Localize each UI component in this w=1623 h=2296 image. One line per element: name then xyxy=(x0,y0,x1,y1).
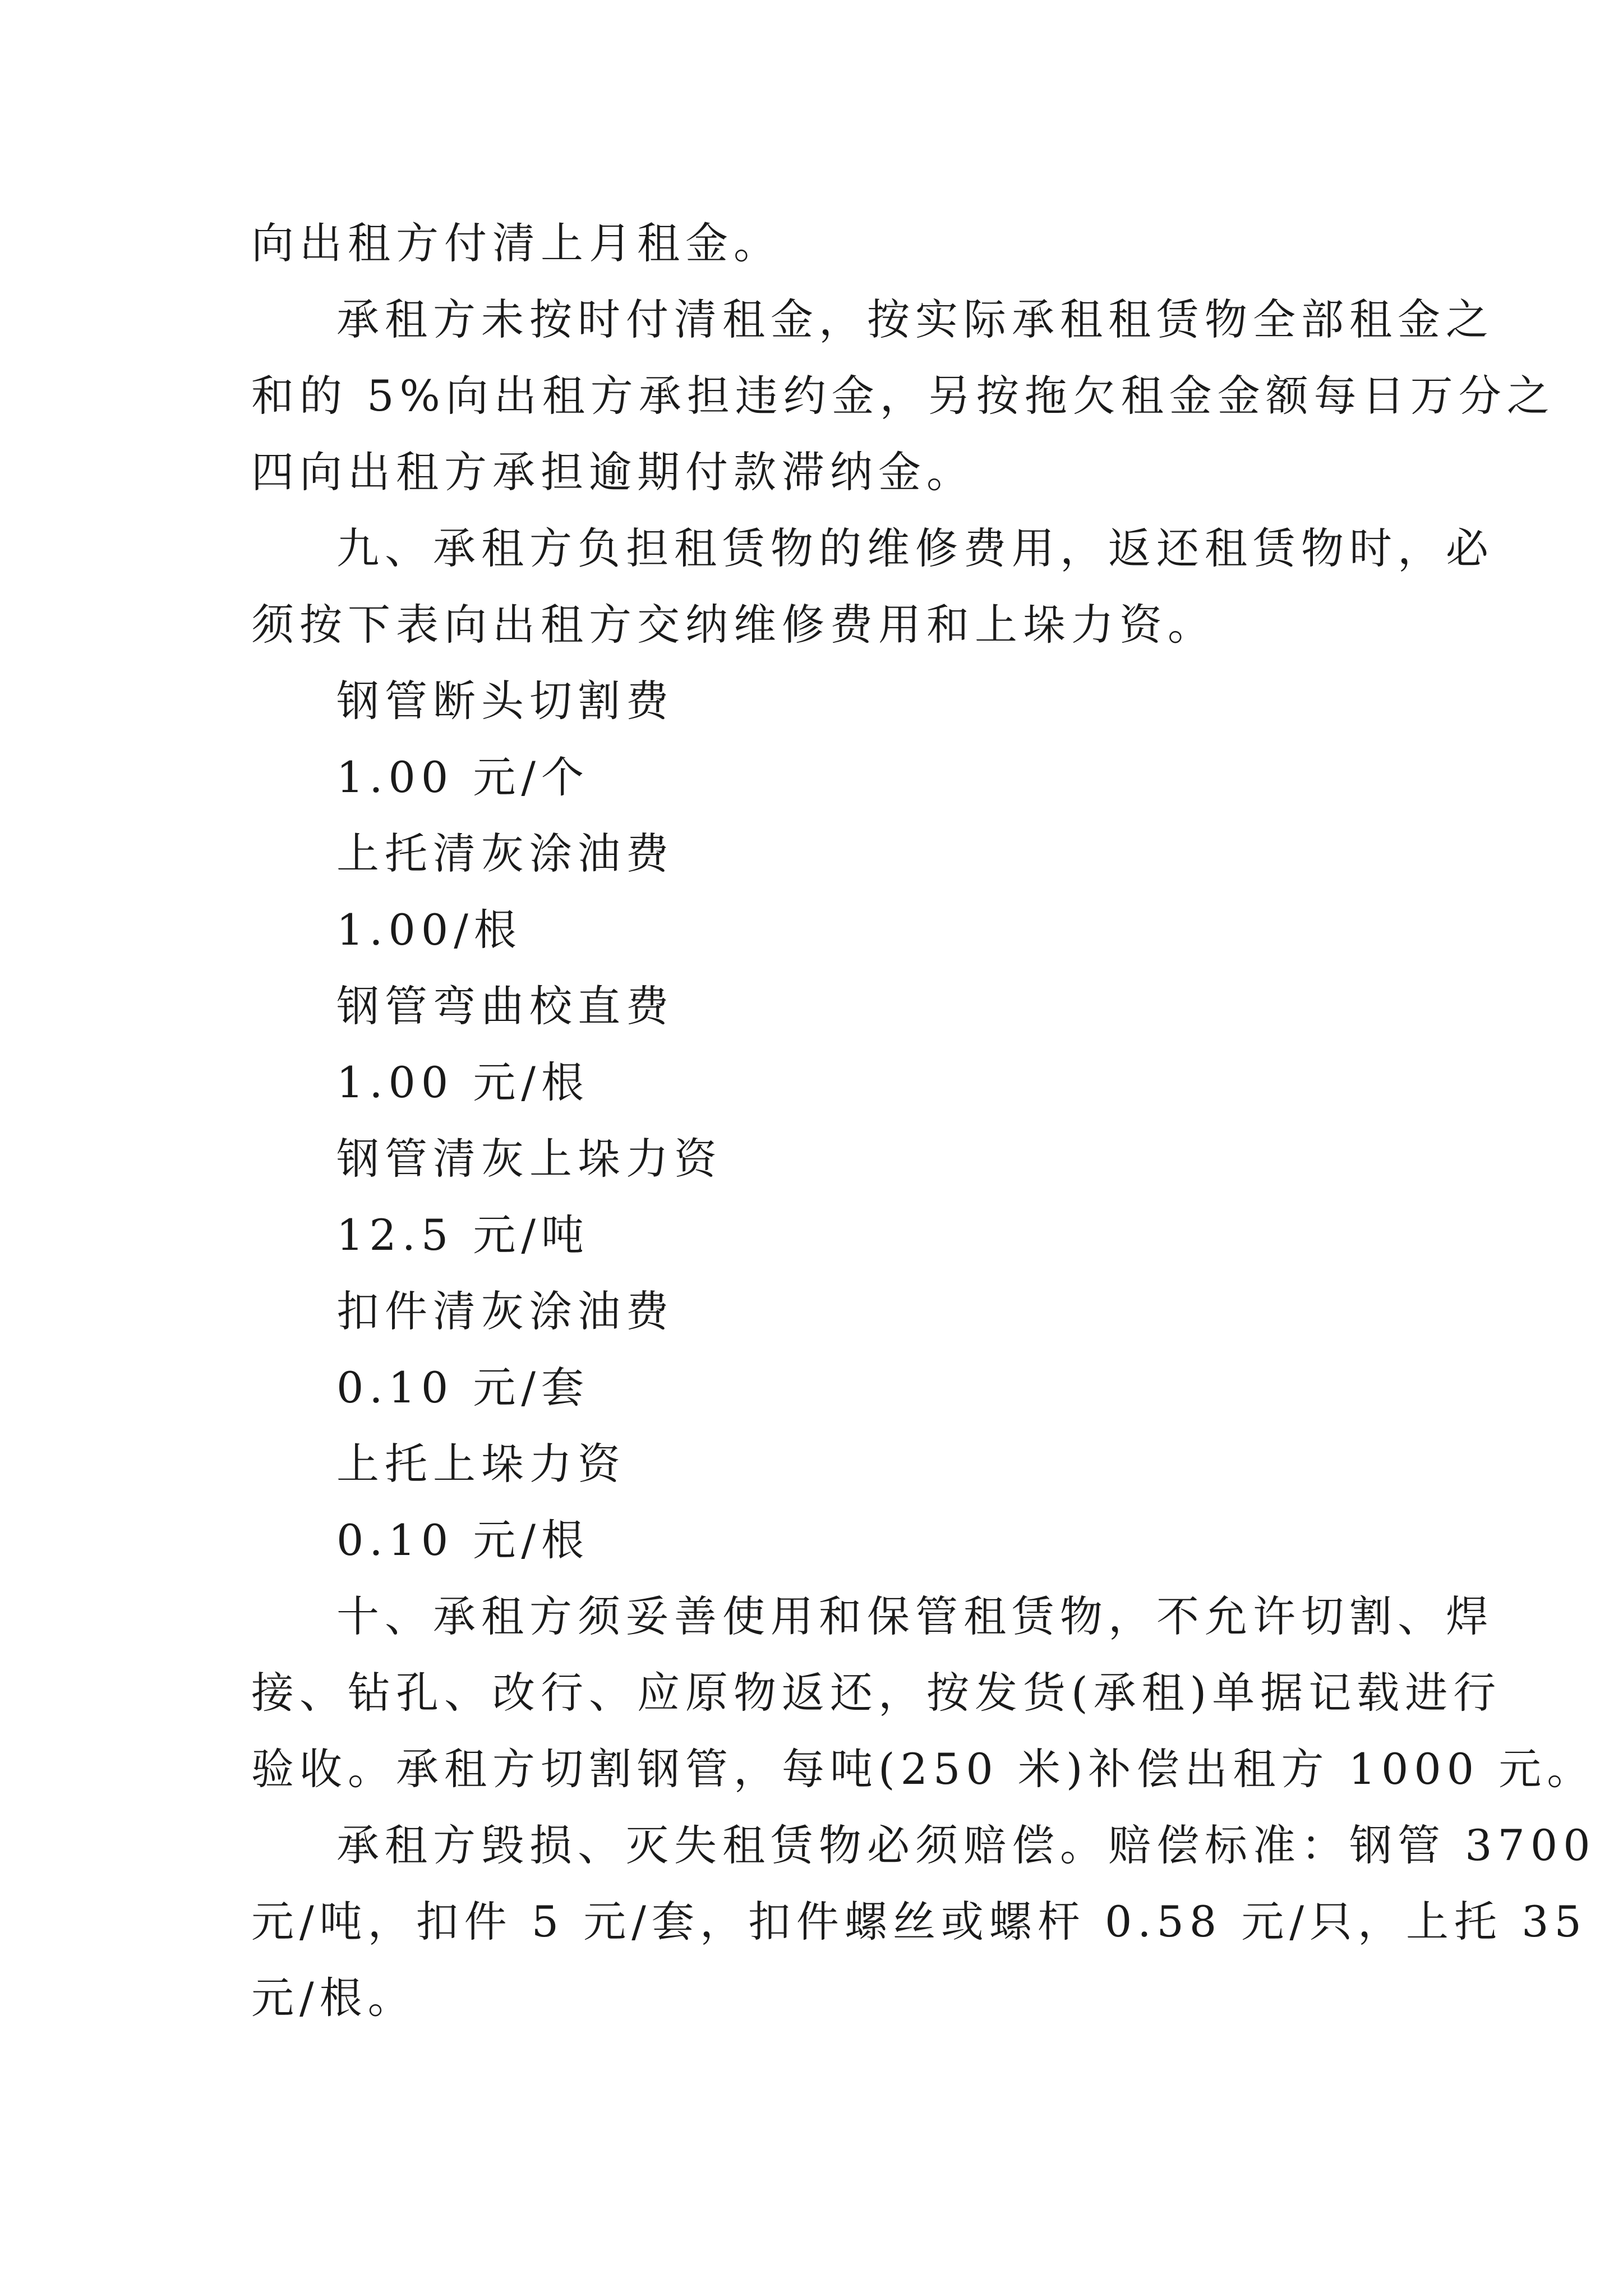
text-line: 承租方未按时付清租金，按实际承租租赁物全部租金之 xyxy=(336,295,1494,344)
text-line: 元/根。 xyxy=(251,1973,416,2023)
fee-item-label: 上托清灰涂油费 xyxy=(336,829,674,878)
fee-item-value: 0.10 元/根 xyxy=(336,1515,589,1565)
text-line: 验收。承租方切割钢管，每吨(250 米)补偿出租方 1000 元。 xyxy=(251,1744,1596,1794)
fee-item-label: 上托上垛力资 xyxy=(336,1439,626,1489)
text-line: 四向出租方承担逾期付款滞纳金。 xyxy=(251,447,975,497)
fee-item-value: 12.5 元/吨 xyxy=(336,1210,589,1260)
fee-item-value: 1.00/根 xyxy=(336,905,522,955)
text-line: 十、承租方须妥善使用和保管租赁物，不允许切割、焊 xyxy=(336,1591,1494,1641)
text-line: 元/吨，扣件 5 元/套，扣件螺丝或螺杆 0.58 元/只，上托 35 xyxy=(251,1897,1587,1947)
fee-item-label: 钢管弯曲校直费 xyxy=(336,981,674,1031)
fee-item-value: 0.10 元/套 xyxy=(336,1363,589,1412)
fee-item-label: 扣件清灰涂油费 xyxy=(336,1286,674,1336)
text-line: 和的 5%向出租方承担违约金，另按拖欠租金金额每日万分之 xyxy=(251,371,1555,421)
text-line: 九、承租方负担租赁物的维修费用，返还租赁物时，必 xyxy=(336,523,1494,573)
text-line: 向出租方付清上月租金。 xyxy=(251,218,782,268)
text-line: 承租方毁损、灭失租赁物必须赔偿。赔偿标准：钢管 3700 xyxy=(336,1820,1596,1870)
text-line: 须按下表向出租方交纳维修费用和上垛力资。 xyxy=(251,600,1216,650)
fee-item-label: 钢管断头切割费 xyxy=(336,676,674,726)
fee-item-value: 1.00 元/个 xyxy=(336,752,589,802)
fee-item-label: 钢管清灰上垛力资 xyxy=(336,1134,722,1184)
fee-item-value: 1.00 元/根 xyxy=(336,1057,589,1107)
text-line: 接、钻孔、改行、应原物返还，按发货(承租)单据记载进行 xyxy=(251,1668,1502,1718)
